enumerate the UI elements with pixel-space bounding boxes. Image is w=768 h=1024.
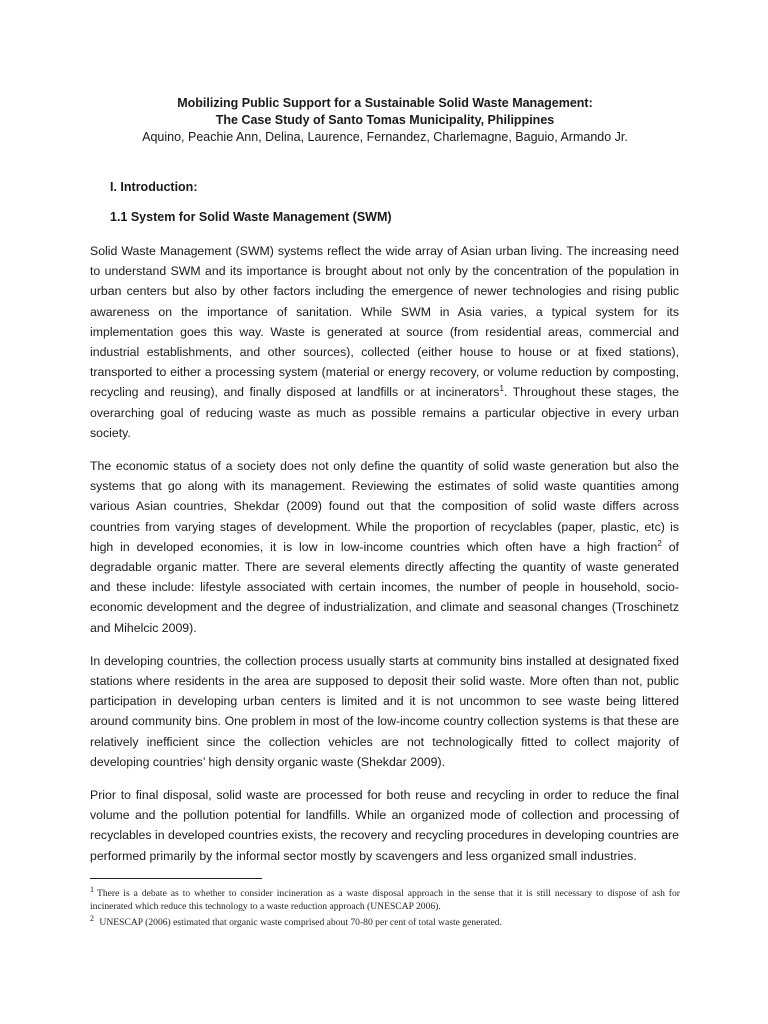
footnote-2-text: UNESCAP (2006) estimated that organic waste comprised about 70-80 per cent of total waste generated.: [97, 917, 502, 928]
paragraph-4: Prior to final disposal, solid waste are processed for both reuse and recycling in order to reduce the final volume and the pollution potential for landfills. While an organized mode of collection and processing of recyclables in developed countries exists, the recovery and recycling procedures in developing countries are performed primarily by the informal sector mostly by scavengers and less organized small industries.: [90, 788, 679, 863]
footnote-2: [90, 913, 680, 929]
footnote-ref-2: 2: [657, 538, 662, 548]
body-text: [90, 241, 679, 879]
footnote-1: [90, 884, 680, 913]
paragraph-1: [90, 241, 679, 443]
footnote-1-mark: 1: [90, 884, 94, 894]
paragraph-3: In developing countries, the collection process usually starts at community bins installed at designated fixed stations where residents in the area are supposed to deposit their solid waste. More often than not, public participation in developing urban centers is limited and it is not uncommon to see waste being littered around community bins. One problem in most of the low-income country collection systems is that these are relatively inefficient since the collection vehicles are not technologically fitted to collect majority of developing countries’ high density organic waste (Shekdar 2009).: [90, 653, 679, 769]
footnote-1-text: There is a debate as to whether to consider incineration as a waste disposal approach in the sense that it is still necessary to dispose of ash for incinerated which reduce this technology to a waste reduction approach (UNESCAP 2006).: [90, 888, 680, 912]
paragraph-1-part-1: Solid Waste Management (SWM) systems reflect the wide array of Asian urban living. The increasing need to understand SWM and its importance is brought about not only by the concentration of the population in urban centers but also by other factors including the emergence of newer technologies and rising public awareness on the importance of sanitation. While SWM in Asia varies, a typical system for its implementation goes this way. Waste is generated at source (from residential areas, commercial and industrial establishments, and other sources), collected (either house to house or at fixed stations), transported to either a processing system (material or energy recovery, or volume reduction by composting, recycling and reusing), and finally disposed at landfills or at incinerators: [90, 244, 679, 400]
document-title-line-2: The Case Study of Santo Tomas Municipality, Philippines: [215, 113, 555, 127]
footnote-2-mark: 2: [90, 913, 94, 923]
paragraph-2: [90, 456, 679, 638]
footnote-separator: [90, 878, 262, 879]
document-title-line-1: Mobilizing Public Support for a Sustainable Solid Waste Management:: [177, 96, 593, 110]
footnotes: [90, 884, 680, 932]
title-block: [90, 95, 680, 146]
footnote-ref-1: 1: [499, 384, 504, 394]
paragraph-2-part-1: The economic status of a society does not only define the quantity of solid waste generation but also the systems that go along with its management. Reviewing the estimates of solid waste quantities among various Asian countries, Shekdar (2009) found out that the composition of solid waste differs across countries from varying stages of development. While the proportion of recyclables (paper, plastic, etc) is high in developed economies, it is low in low-income countries which often have a high fraction: [90, 459, 679, 554]
paragraph-1-part-2: . Throughout these stages, the overarching goal of reducing waste as much as possible remains a particular objective in every urban society.: [90, 385, 679, 440]
authors-line: Aquino, Peachie Ann, Delina, Laurence, Fernandez, Charlemagne, Baguio, Armando Jr.: [142, 130, 628, 144]
paragraph-2-part-2: of degradable organic matter. There are several elements directly affecting the quantity of waste generated and these include: lifestyle associated with certain incomes, the number of people in household, socio-economic development and the degree of industrialization, and climate and seasonal changes (Troschinetz and Mihelcic 2009).: [90, 539, 679, 635]
section-heading: I. Introduction:: [110, 180, 198, 194]
subsection-heading: 1.1 System for Solid Waste Management (SWM): [110, 210, 392, 224]
